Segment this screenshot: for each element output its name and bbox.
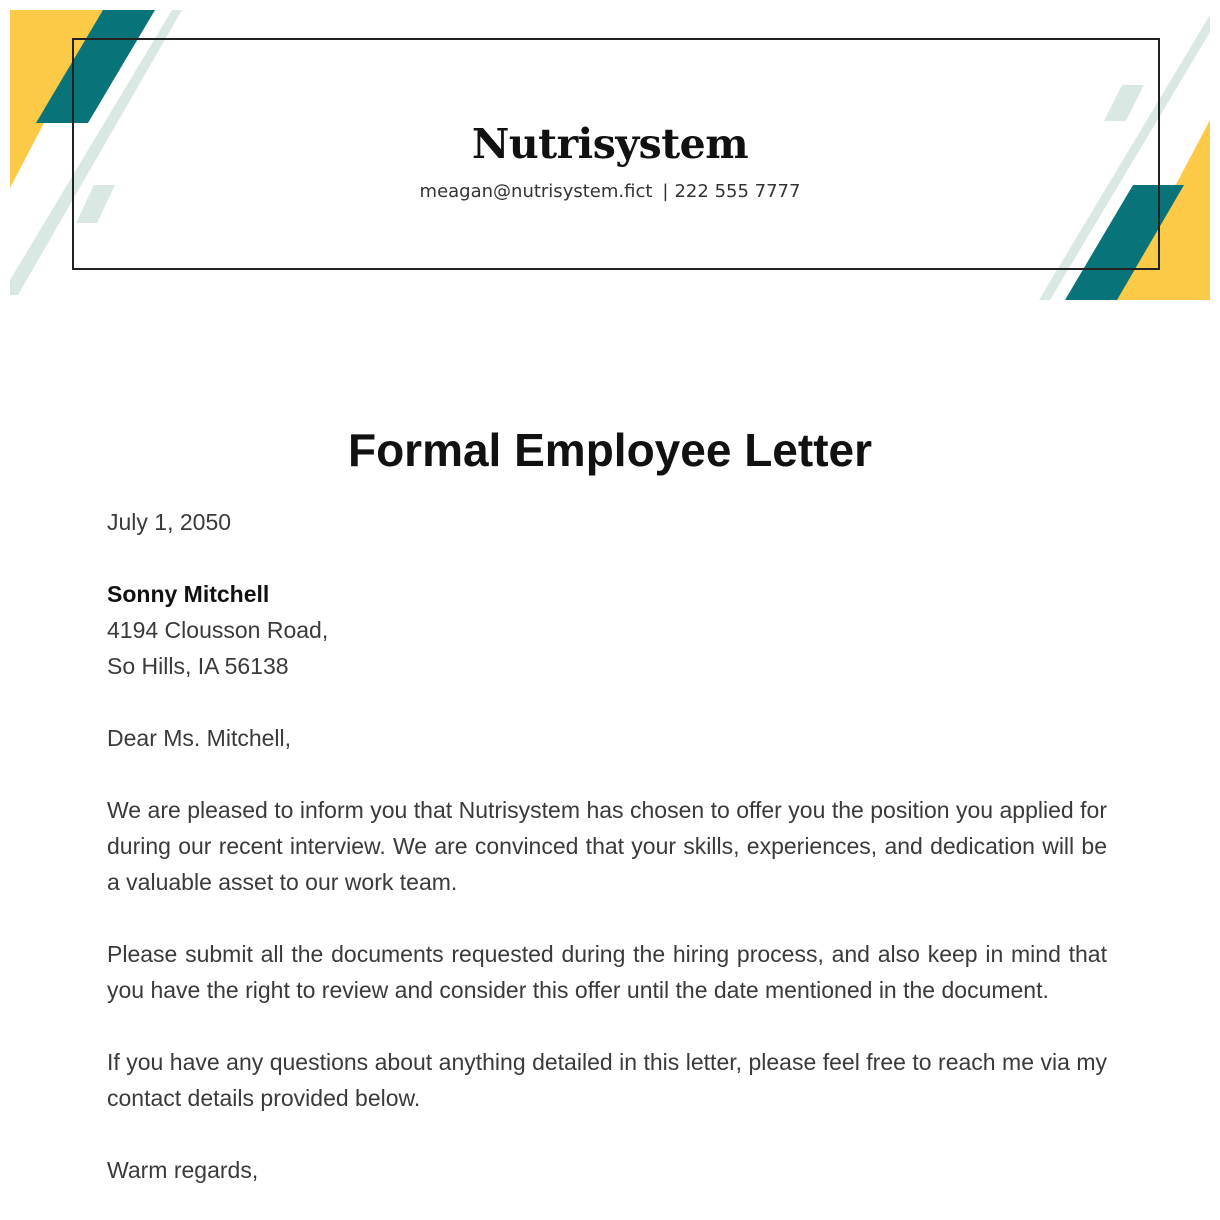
letter-date: July 1, 2050 [107,509,232,535]
letterhead [10,120,1210,204]
salutation: Dear Ms. Mitchell, [107,725,292,751]
letter-page [10,10,1210,1220]
letter-title: Formal Employee Letter [347,424,873,476]
contact-line [10,180,1210,204]
contact-email: meagan@nutrisystem.fict [419,181,653,202]
recipient-address-line1: 4194 Clousson Road, [107,617,329,643]
contact-separator: | [662,181,669,202]
contact-phone: 222 555 7777 [674,181,801,202]
recipient-address-line2: So Hills, IA 56138 [107,653,289,679]
closing: Warm regards, [107,1157,259,1183]
letter-body [107,504,1107,1188]
body-paragraph: Please submit all the documents requested during the hiring process, and also keep in mind that you have the right to review and consider this offer until the date mentioned in the document. [107,941,1107,1003]
recipient-name: Sonny Mitchell [107,581,270,607]
company-name: Nutrisystem [471,120,749,168]
body-paragraph: If you have any questions about anything detailed in this letter, please feel free to reach me via my contact details provided below. [107,1049,1107,1111]
recipient-block [107,576,1107,684]
body-paragraph: We are pleased to inform you that Nutrisystem has chosen to offer you the position you applied for during our recent interview. We are convinced that your skills, experiences, and dedication will be a valuable asset to our work team. [107,797,1107,895]
